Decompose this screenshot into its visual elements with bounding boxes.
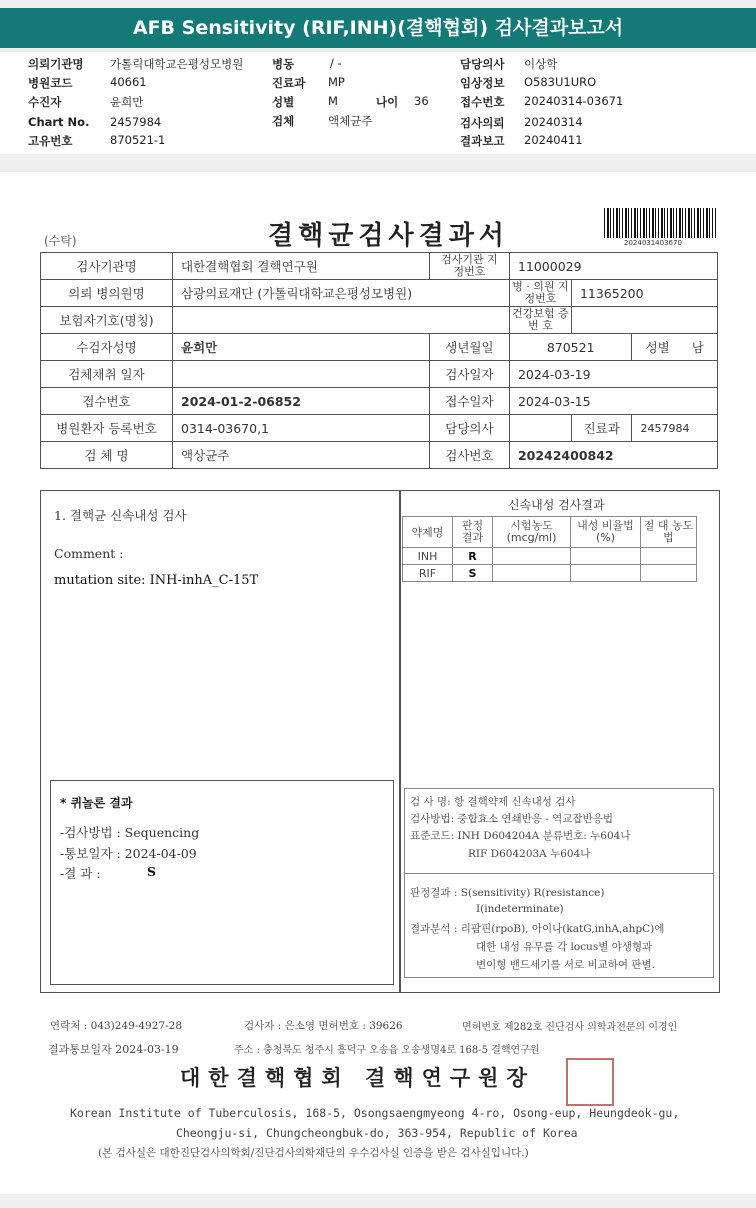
col-result: 판정 결과 (453, 517, 493, 548)
sex-label: 성별 (272, 95, 295, 109)
prop-cell (571, 565, 641, 582)
method-line-1: 검 사 명: 항 결핵약제 신속내성 검사 (410, 796, 576, 808)
quinolone-date: -통보일자 : 2024-04-09 (60, 846, 197, 861)
result-title: 신속내성 검사결과 (508, 498, 605, 512)
official-seal (566, 1058, 614, 1106)
pat-reg-value: 0314-03670,1 (173, 415, 430, 442)
method-line-7: 결과분석 : 리팜핀(rpoB), 아이나(katG,inhA,ahpC)에 (410, 923, 665, 935)
patient-value: 윤희만 (110, 95, 144, 109)
spec-label: 검 체 명 (41, 442, 173, 469)
specimen-value: 액체균주 (328, 114, 373, 128)
footer-address-en-1: Korean Institute of Tuberculosis, 168-5, Osongsaengmyeong 4-ro, Osong-eup, Heungdeok-gu, (70, 1106, 680, 1120)
prop-cell (571, 548, 641, 565)
report-title: AFB Sensitivity (RIF,INH)(결핵협회) 검사결과보고서 (0, 8, 756, 48)
dept-info-label: 진료과 (571, 415, 632, 442)
lab-no-label: 검사기관 지정번호 (429, 253, 509, 280)
footer-address-kr: 주소 : 충청북도 청주시 흥덕구 오송읍 오송생명4로 168-5 결핵연구원 (234, 1045, 540, 1056)
uid-value: 870521-1 (110, 133, 166, 147)
method-line-4: RIF D604203A 누604나 (468, 848, 591, 860)
footer-tester: 검사자 : 은소영 면허번호 : 39626 (244, 1020, 403, 1032)
name-label: 수검자성명 (41, 334, 173, 361)
report-date-label: 결과보고 (460, 134, 505, 148)
drug-cell: INH (403, 548, 453, 565)
code-value: 40661 (110, 75, 147, 89)
dept-info-value: 2457984 (632, 415, 718, 442)
request-label: 검사의뢰 (460, 116, 505, 130)
accession-label: 접수번호 (460, 95, 505, 109)
code-label: 병원코드 (28, 76, 73, 90)
pat-reg-label: 병원환자 등록번호 (41, 415, 173, 442)
org-value: 가톨릭대학교은평성모병원 (110, 57, 244, 71)
abs-cell (641, 548, 697, 565)
age-label: 나이 (376, 95, 399, 109)
conc-cell (493, 565, 571, 582)
lab-name-label: 검사기관명 (41, 253, 173, 280)
susceptibility-table (402, 516, 697, 582)
uid-label: 고유번호 (28, 134, 73, 148)
col-absolute: 절 대 농도법 (641, 517, 697, 548)
spec-value: 액상균주 (173, 442, 430, 469)
clinical-value: O583U1URO (524, 75, 597, 89)
org-label: 의뢰기관명 (28, 57, 84, 71)
test-no-label: 검사번호 (429, 442, 509, 469)
recv-no-label: 접수번호 (41, 388, 173, 415)
chart-label: Chart No. (28, 115, 90, 129)
quinolone-result-label: -결 과 : (60, 866, 101, 881)
consignment-tag: (수탁) (44, 234, 77, 248)
result-cell: S (453, 565, 493, 582)
footer-certification: (본 검사실은 대한진단검사의학회/진단검사의학재단의 우수검사실 인증을 받은 검사실입니다.) (98, 1147, 529, 1159)
method-line-3: 표준코드: INH D604204A 분류번호: 누604나 (410, 830, 631, 842)
test-item: 1. 결핵균 신속내성 검사 (54, 508, 187, 523)
footer-address-en-2: Cheongju-si, Chungcheongbuk-do, 363-954, Republic of Korea (176, 1126, 578, 1140)
ins-no-value (571, 307, 717, 334)
ins-no-label: 건강보험 증 번 호 (509, 307, 571, 334)
mutation-site: mutation site: INH-inhA_C-15T (54, 573, 259, 588)
accession-value: 20240314-03671 (524, 94, 624, 108)
barcode-number: 2024031403670 (624, 239, 682, 247)
req-hosp-label: 의뢰 병의원명 (41, 280, 173, 307)
doctor-info-label: 담당의사 (429, 415, 509, 442)
footer-contact: 연락처 : 043)249-4927-28 (50, 1020, 182, 1032)
hosp-no-label: 병 · 의원 지정번호 (509, 280, 571, 307)
report-date-value: 20240411 (524, 133, 583, 147)
method-line-6: I(indeterminate) (476, 903, 564, 915)
test-date-label: 검사일자 (429, 361, 509, 388)
result-cell: R (453, 548, 493, 565)
footer-report-date: 결과통보일자 2024-03-19 (48, 1043, 179, 1056)
dob-value: 870521 (509, 334, 632, 361)
lab-no-value: 11000029 (509, 253, 717, 280)
col-concentration: 시험농도 (mcg/ml) (493, 517, 571, 548)
sex-value: M (328, 94, 338, 108)
lab-name-value: 대한결핵협회 결핵연구원 (173, 253, 430, 280)
clinical-label: 임상정보 (460, 76, 505, 90)
sex-value-text: 남 (691, 340, 704, 355)
hosp-no-value: 11365200 (571, 280, 717, 307)
sex-label-text: 성별 (645, 340, 670, 355)
recv-no-value: 2024-01-2-06852 (173, 388, 430, 415)
doctor-value: 이상학 (524, 57, 558, 71)
method-divider (404, 873, 714, 874)
quinolone-result-value: S (147, 864, 157, 879)
abs-cell (641, 565, 697, 582)
quinolone-method: -검사방법 : Sequencing (60, 825, 200, 840)
insured-label: 보험자기호(명칭) (41, 307, 173, 334)
specimen-label: 검체 (272, 114, 295, 128)
insured-value (173, 307, 510, 334)
method-line-5: 판정결과 : S(sensitivity) R(resistance) (410, 887, 605, 899)
document-title: 결핵균검사결과서 (268, 221, 509, 251)
result-row (403, 565, 697, 582)
drug-cell: RIF (403, 565, 453, 582)
request-value: 20240314 (524, 115, 583, 129)
comment-label: Comment : (54, 546, 124, 561)
dept-value: MP (328, 75, 345, 89)
barcode-image (604, 208, 716, 238)
name-value: 윤희만 (173, 334, 430, 361)
dob-label: 생년월일 (429, 334, 509, 361)
collect-value (173, 361, 430, 388)
sex-info-label (632, 334, 718, 361)
doctor-info-value (509, 415, 571, 442)
age-value: 36 (414, 94, 429, 108)
result-row (403, 548, 697, 565)
report-header (0, 52, 756, 154)
req-hosp-value: 삼광의료재단 (가톨릭대학교은평성모병원) (173, 280, 510, 307)
collect-label: 검체채취 일자 (41, 361, 173, 388)
patient-info-table (40, 252, 718, 469)
recv-date-value: 2024-03-15 (509, 388, 717, 415)
footer-license: 면허번호 제282호 진단검사 의학과전문의 이경인 (462, 1022, 678, 1033)
institute-name: 대한결핵협회 결핵연구원장 (180, 1065, 535, 1090)
method-line-9: 변이형 밴드세기를 서로 비교하여 판별. (476, 959, 655, 971)
col-drug: 약제명 (403, 517, 453, 548)
col-proportion: 내성 비율법(%) (571, 517, 641, 548)
chart-value: 2457984 (110, 115, 162, 129)
ward-value: / - (330, 56, 342, 70)
doctor-label: 담당의사 (460, 57, 505, 71)
conc-cell (493, 548, 571, 565)
ward-label: 병동 (272, 57, 295, 71)
recv-date-label: 접수일자 (429, 388, 509, 415)
method-line-2: 검사방법: 중합효소 연쇄반응 - 역교잡반응법 (410, 813, 614, 825)
patient-label: 수진자 (28, 95, 62, 109)
test-no-value: 20242400842 (509, 442, 717, 469)
method-line-8: 대한 내성 유무를 각 locus별 야생형과 (476, 941, 653, 953)
dept-label: 진료과 (272, 76, 306, 90)
test-date-value: 2024-03-19 (509, 361, 717, 388)
quinolone-title: * 퀴놀론 결과 (60, 796, 133, 810)
